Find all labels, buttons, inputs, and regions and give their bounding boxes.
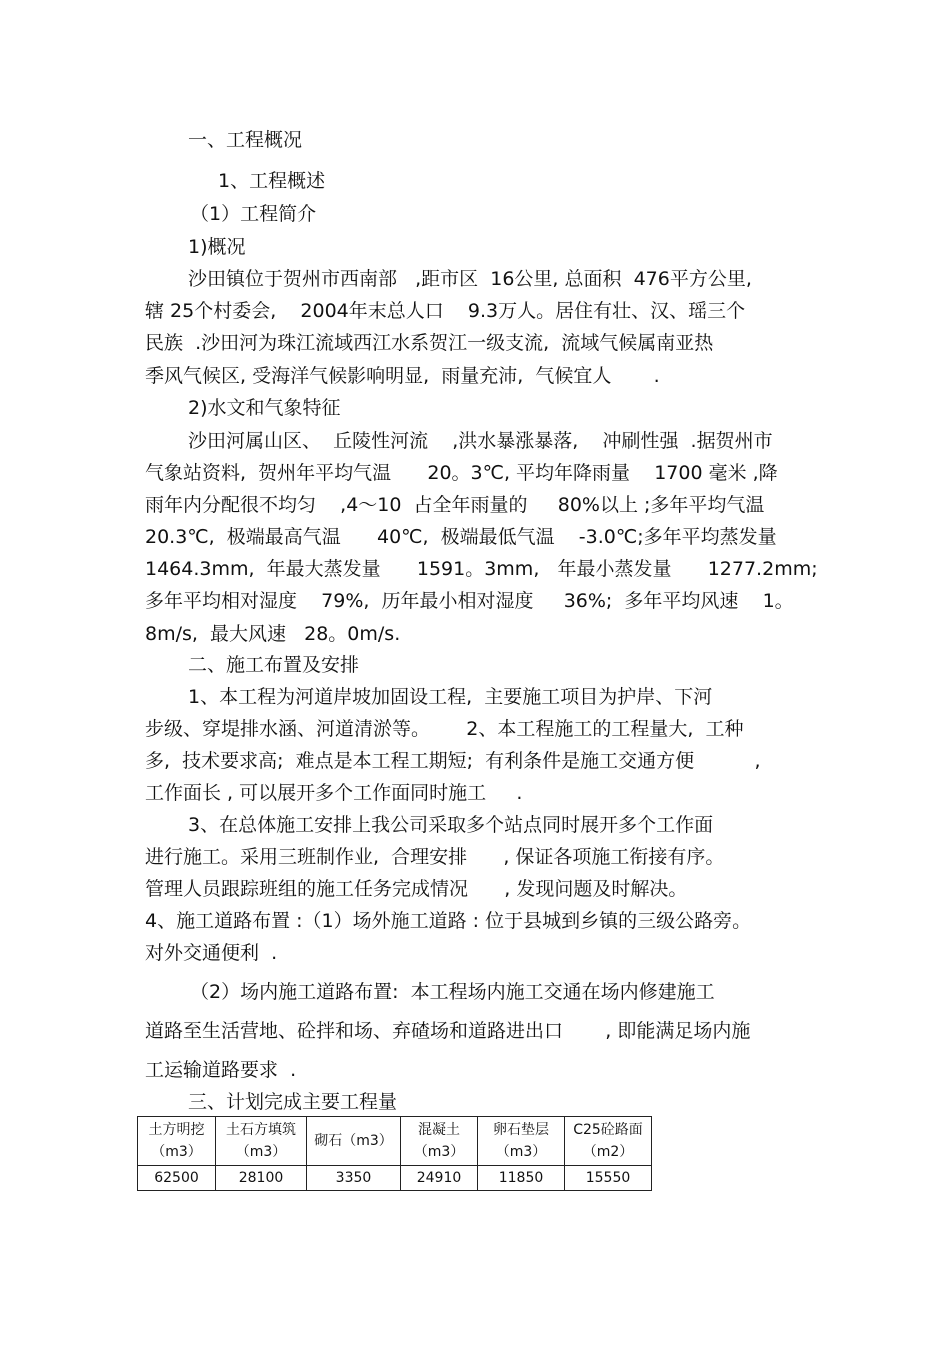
paragraph-line: 进行施工。采用三班制作业, 合理安排 , 保证各项施工衔接有序。 — [145, 846, 725, 868]
paragraph-line: 1、本工程为河道岸坡加固设工程, 主要施工项目为护岸、下河 — [188, 686, 713, 708]
paragraph-line: 工运输道路要求 . — [145, 1059, 297, 1081]
paragraph-line: 3、在总体施工安排上我公司采取多个站点同时展开多个工作面 — [188, 814, 714, 836]
table-cell: 24910 — [401, 1166, 478, 1191]
table-header-cell: 混凝土 （m3） — [401, 1117, 478, 1166]
paragraph-line: 多年平均相对湿度 79%, 历年最小相对湿度 36%; 多年平均风速 1。 — [145, 590, 794, 612]
paragraph-line: 20.3℃, 极端最高气温 40℃, 极端最低气温 -3.0℃;多年平均蒸发量 — [145, 526, 777, 548]
table-header-cell: C25砼路面 （m2） — [565, 1117, 652, 1166]
paragraph-line: 雨年内分配很不均匀 ,4～10 占全年雨量的 80%以上 ;多年平均气温 — [145, 494, 765, 516]
paragraph-line: 工作面长 , 可以展开多个工作面同时施工 . — [145, 782, 523, 804]
section-heading-1: 一、工程概况 — [188, 129, 303, 151]
item-heading: 1)概况 — [188, 236, 246, 258]
paragraph-line: 季风气候区, 受海洋气候影响明显, 雨量充沛, 气候宜人 . — [145, 365, 660, 387]
table-cell: 15550 — [565, 1166, 652, 1191]
table-header-cell: 土石方填筑 （m3） — [216, 1117, 307, 1166]
table-header-cell: 砌石（m3） — [307, 1117, 401, 1166]
item-heading: 2)水文和气象特征 — [188, 397, 341, 419]
quantities-table — [137, 1116, 652, 1191]
paragraph-line: 4、施工道路布置 :（1）场外施工道路 : 位于县城到乡镇的三级公路旁。 — [145, 910, 752, 932]
paragraph-line: 辖 25个村委会, 2004年末总人口 9.3万人。居住有壮、汉、瑶三个 — [145, 300, 746, 322]
paragraph-line: 沙田河属山区、 丘陵性河流 ,洪水暴涨暴落, 冲刷性强 .据贺州市 — [188, 430, 773, 452]
subsection-heading: 1、工程概述 — [218, 170, 326, 192]
table-cell: 3350 — [307, 1166, 401, 1191]
paragraph-line: 沙田镇位于贺州市西南部 ,距市区 16公里, 总面积 476平方公里, — [188, 268, 752, 290]
table-header-cell: 卵石垫层 （m3） — [478, 1117, 565, 1166]
paragraph-line: 8m/s, 最大风速 28。0m/s. — [145, 623, 401, 645]
paragraph-line: 民族 .沙田河为珠江流域西江水系贺江一级支流, 流域气候属南亚热 — [145, 332, 714, 354]
paragraph-line: （2）场内施工道路布置: 本工程场内施工交通在场内修建施工 — [190, 981, 715, 1003]
table-row — [138, 1166, 652, 1191]
table-cell: 62500 — [138, 1166, 216, 1191]
paragraph-line: 气象站资料, 贺州年平均气温 20。3℃, 平均年降雨量 1700 毫米 ,降 — [145, 462, 778, 484]
table-cell: 11850 — [478, 1166, 565, 1191]
subsection-heading: （1）工程简介 — [190, 203, 317, 225]
section-heading-2: 二、施工布置及安排 — [188, 654, 360, 676]
paragraph-line: 对外交通便利 . — [145, 942, 278, 964]
paragraph-line: 1464.3mm, 年最大蒸发量 1591。3mm, 年最小蒸发量 1277.2mm; — [145, 558, 818, 580]
table-header-row — [138, 1117, 652, 1166]
paragraph-line: 步级、穿堤排水涵、河道清淤等。 2、本工程施工的工程量大, 工种 — [145, 718, 744, 740]
table-cell: 28100 — [216, 1166, 307, 1191]
paragraph-line: 多, 技术要求高; 难点是本工程工期短; 有利条件是施工交通方便 , — [145, 750, 761, 772]
section-heading-3: 三、计划完成主要工程量 — [188, 1091, 398, 1113]
paragraph-line: 管理人员跟踪班组的施工任务完成情况 , 发现问题及时解决。 — [145, 878, 688, 900]
table-header-cell: 土方明挖 （m3） — [138, 1117, 216, 1166]
paragraph-line: 道路至生活营地、砼拌和场、弃碴场和道路进出口 , 即能满足场内施 — [145, 1020, 751, 1042]
